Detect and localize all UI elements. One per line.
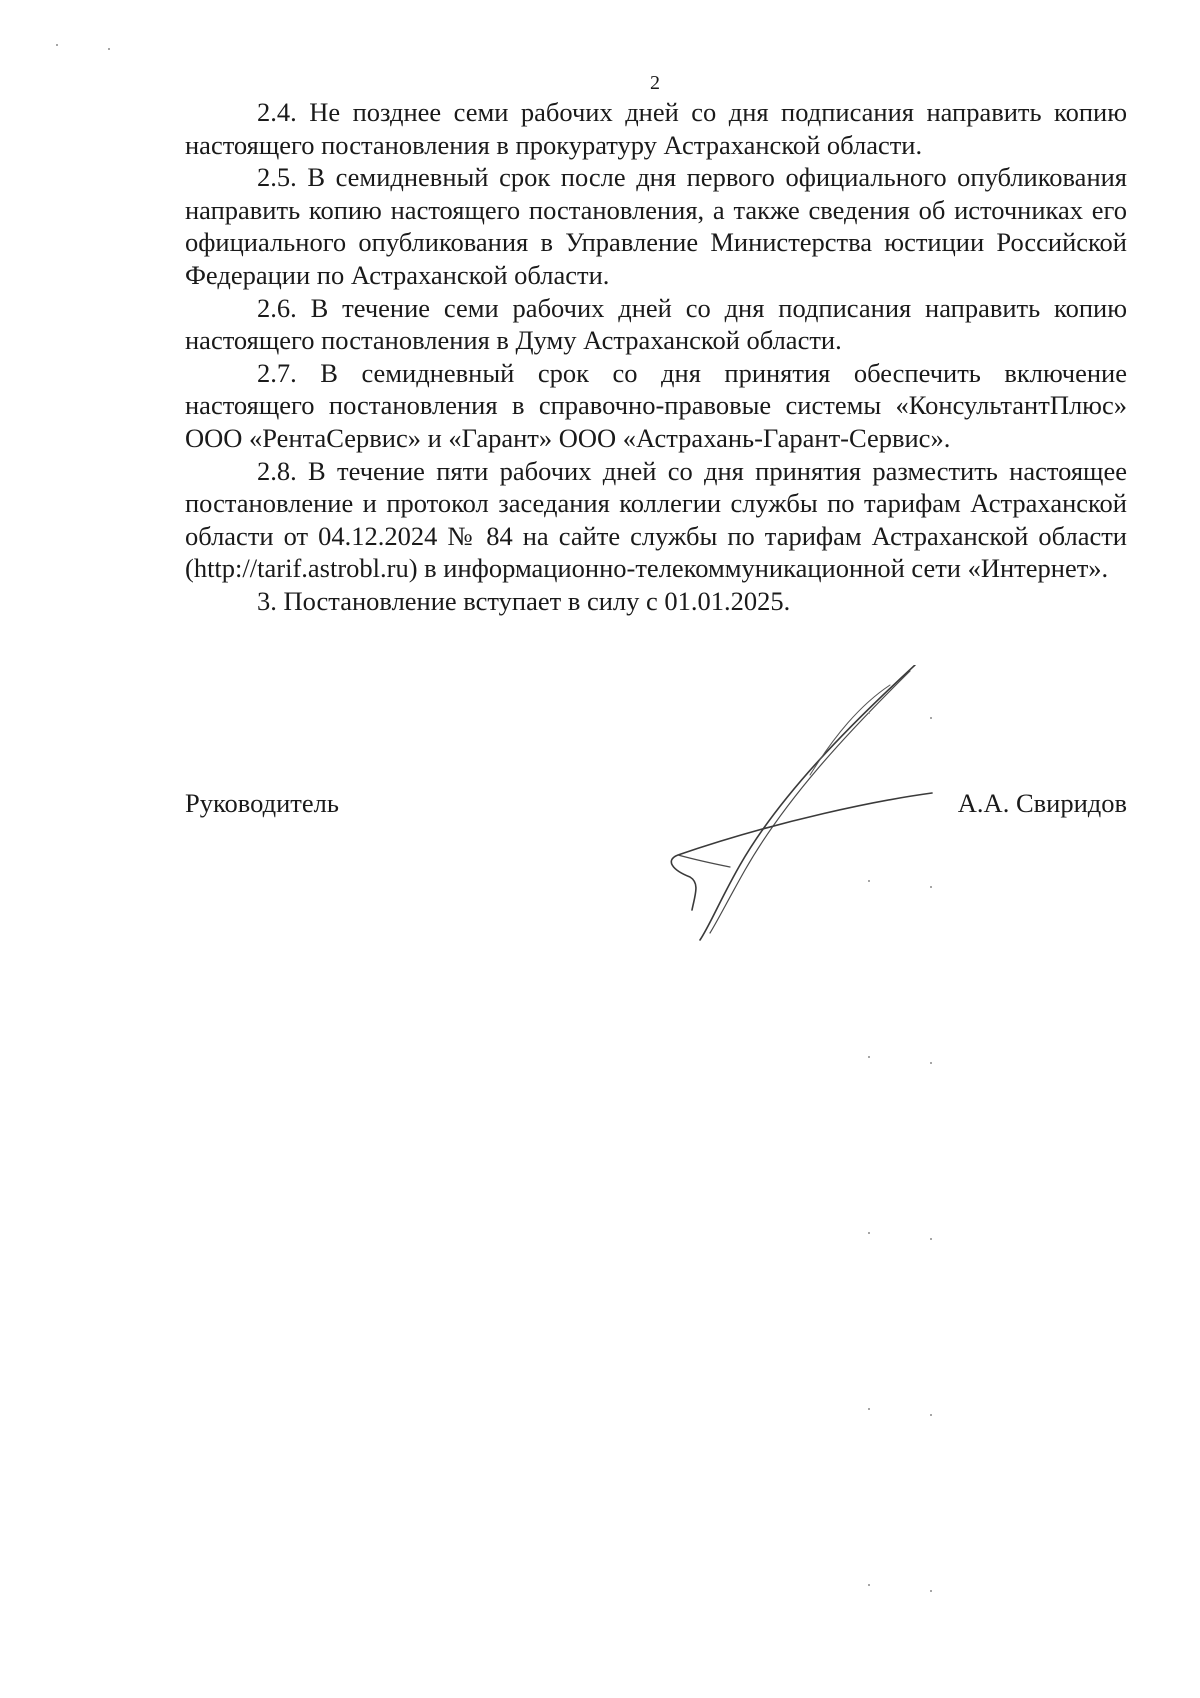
scan-speck <box>868 1056 870 1058</box>
paragraph-2-8: 2.8. В течение пяти рабочих дней со дня принятия разместить настоящее постановление и протокол заседания коллегии службы по тарифам Астраханской области от 04.12.2024 № 84 на сайте службы по тарифам Астраханской области (http://tarif.astrobl.ru) в информационно-телекоммуникационной сети «Интернет». <box>185 455 1127 584</box>
signer-title: Руководитель <box>185 788 339 818</box>
paragraph-2-5: 2.5. В семидневный срок после дня первого официального опубликования направить копию настоящего постановления, а также сведения об источниках его официального опубликования в Управление Министерства юстиции Российской Федерации по Астраханской области. <box>185 162 1127 290</box>
scan-speck <box>868 712 870 714</box>
handwritten-signature <box>660 665 960 965</box>
scan-speck <box>108 48 110 50</box>
signer-name: А.А. Свиридов <box>957 788 1127 818</box>
scan-speck <box>868 1408 870 1410</box>
paragraph-2-6: 2.6. В течение семи рабочих дней со дня подписания направить копию настоящего постановления в Думу Астраханской области. <box>185 292 1127 356</box>
paragraph-2-7: 2.7. В семидневный срок со дня принятия обеспечить включение настоящего постановления в справочно-правовые системы «КонсультантПлюс» ООО «РентаСервис» и «Гарант» ООО «Астрахань-Гарант-Сервис». <box>185 357 1127 453</box>
scan-speck <box>930 717 932 719</box>
scan-speck <box>930 1238 932 1240</box>
scan-speck <box>868 880 870 882</box>
scan-speck <box>930 1590 932 1592</box>
scan-speck <box>930 1414 932 1416</box>
scan-speck <box>868 1584 870 1586</box>
paragraph-2-4: 2.4. Не позднее семи рабочих дней со дня подписания направить копию настоящего постановления в прокуратуру Астраханской области. <box>185 97 1127 160</box>
scan-speck <box>930 1062 932 1064</box>
scan-speck <box>930 886 932 888</box>
page-number: 2 <box>650 72 660 94</box>
scan-speck <box>56 44 58 46</box>
scan-speck <box>868 1232 870 1234</box>
document-body <box>185 96 1127 618</box>
paragraph-3: 3. Постановление вступает в силу с 01.01.2025. <box>257 585 791 616</box>
